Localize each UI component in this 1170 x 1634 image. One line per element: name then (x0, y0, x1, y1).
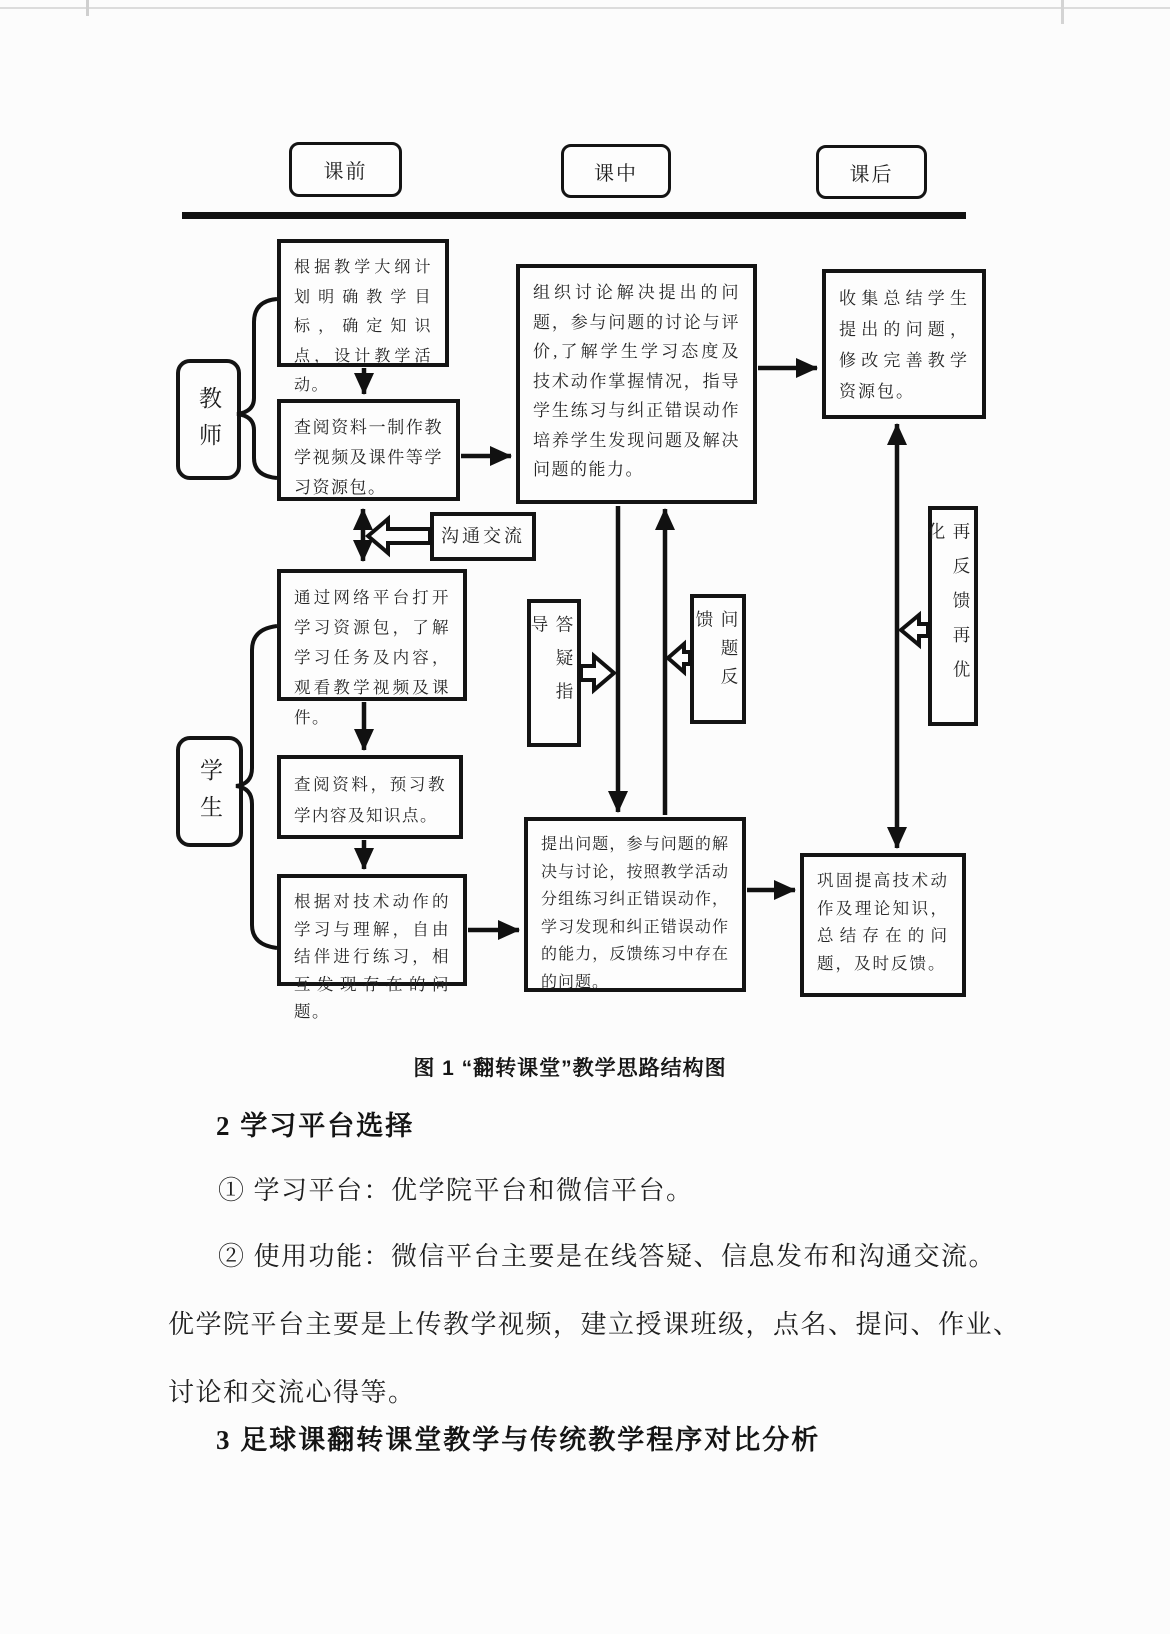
role-box-teacher (176, 359, 241, 480)
timeline-bar (182, 212, 966, 219)
student-pair-practice-text: 根据对技术动作的学习与理解，自由结伴进行练习，相互发现存在的问题。 (294, 892, 450, 1021)
communication-text: 沟通交流 (441, 526, 525, 546)
problem-feedback-hollow-arrow (668, 644, 690, 672)
stage-label-during: 课中 (594, 162, 638, 185)
re-feedback-optimize-box (928, 506, 978, 726)
role-label-student: 学生 (197, 757, 222, 832)
paragraph-platform-item1: ① 学习平台：优学院平台和微信平台。 (218, 1176, 694, 1205)
collect-summarize-text: 收集总结学生提出的问题，修改完善教学资源包。 (839, 289, 969, 401)
student-pair-practice-box (277, 874, 467, 1021)
qa-guidance-text: 答疑指导 (529, 615, 574, 716)
communication-hollow-arrow (368, 519, 430, 553)
section-heading-platform: 2 学习平台选择 (216, 1111, 415, 1141)
consolidate-improve-box (800, 853, 966, 997)
scan-artifact-mark-left (86, 0, 89, 16)
teacher-resource-box (277, 399, 460, 501)
paragraph-platform-item2-line1: ② 使用功能：微信平台主要是在线答疑、信息发布和沟通交流。 (218, 1242, 997, 1271)
stage-box-after-class (816, 145, 927, 199)
problem-feedback-box (690, 594, 746, 724)
consolidate-improve-text: 巩固提高技术动作及理论知识，总结存在的问题，及时反馈。 (817, 871, 949, 973)
teacher-resource-text: 查阅资料一制作教学视频及课件等学习资源包。 (294, 418, 443, 497)
student-preview-text: 查阅资料，预习教学内容及知识点。 (294, 775, 446, 825)
paragraph-platform-item2-line3: 讨论和交流心得等。 (168, 1378, 416, 1407)
problem-feedback-text: 问题反馈 (694, 610, 739, 696)
qa-guidance-hollow-arrow (581, 656, 614, 690)
student-open-resource-box (277, 569, 467, 727)
section-heading-compare: 3 足球课翻转课堂教学与传统教学程序对比分析 (216, 1425, 821, 1455)
organize-discussion-box (516, 264, 757, 504)
scan-artifact-mark-right (1061, 0, 1064, 24)
role-box-student (176, 736, 243, 847)
qa-guidance-box (527, 599, 581, 747)
teacher-plan-text: 根据教学大纲计划明确教学目标，确定知识点，设计教学活动。 (294, 259, 432, 394)
paragraph-platform-item2-line2: 优学院平台主要是上传教学视频，建立授课班级，点名、提问、作业、 (168, 1310, 1021, 1339)
stage-label-after: 课后 (849, 163, 894, 186)
propose-problems-box (524, 817, 746, 992)
scan-artifact-line (0, 7, 1170, 9)
stage-box-before-class (289, 142, 402, 197)
organize-discussion-text: 组织讨论解决提出的问题，参与问题的讨论与评价,了解学生学习态度及技术动作掌握情况，指导学生练习与纠正错误动作培养学生发现问题及解决问题的能力。 (533, 283, 740, 479)
propose-problems-text: 提出问题，参与问题的解决与讨论，按照教学活动分组练习纠正错误动作，学习发现和纠正错误动作的能力，反馈练习中存在的问题。 (541, 836, 729, 991)
student-preview-box (277, 755, 463, 839)
role-label-teacher: 教师 (196, 385, 221, 460)
re-feedback-optimize-text: 再反馈再优化 (926, 522, 971, 695)
collect-summarize-box (822, 269, 986, 419)
teacher-brace (237, 299, 277, 478)
communication-box (430, 512, 536, 561)
stage-label-before: 课前 (323, 161, 368, 183)
student-open-resource-text: 通过网络平台打开学习资源包，了解学习任务及内容，观看教学视频及课件。 (294, 588, 450, 727)
figure-caption: 图 1 “翻转课堂”教学思路结构图 (413, 1057, 727, 1080)
teacher-plan-box (277, 239, 449, 394)
stage-box-during-class (561, 144, 671, 198)
